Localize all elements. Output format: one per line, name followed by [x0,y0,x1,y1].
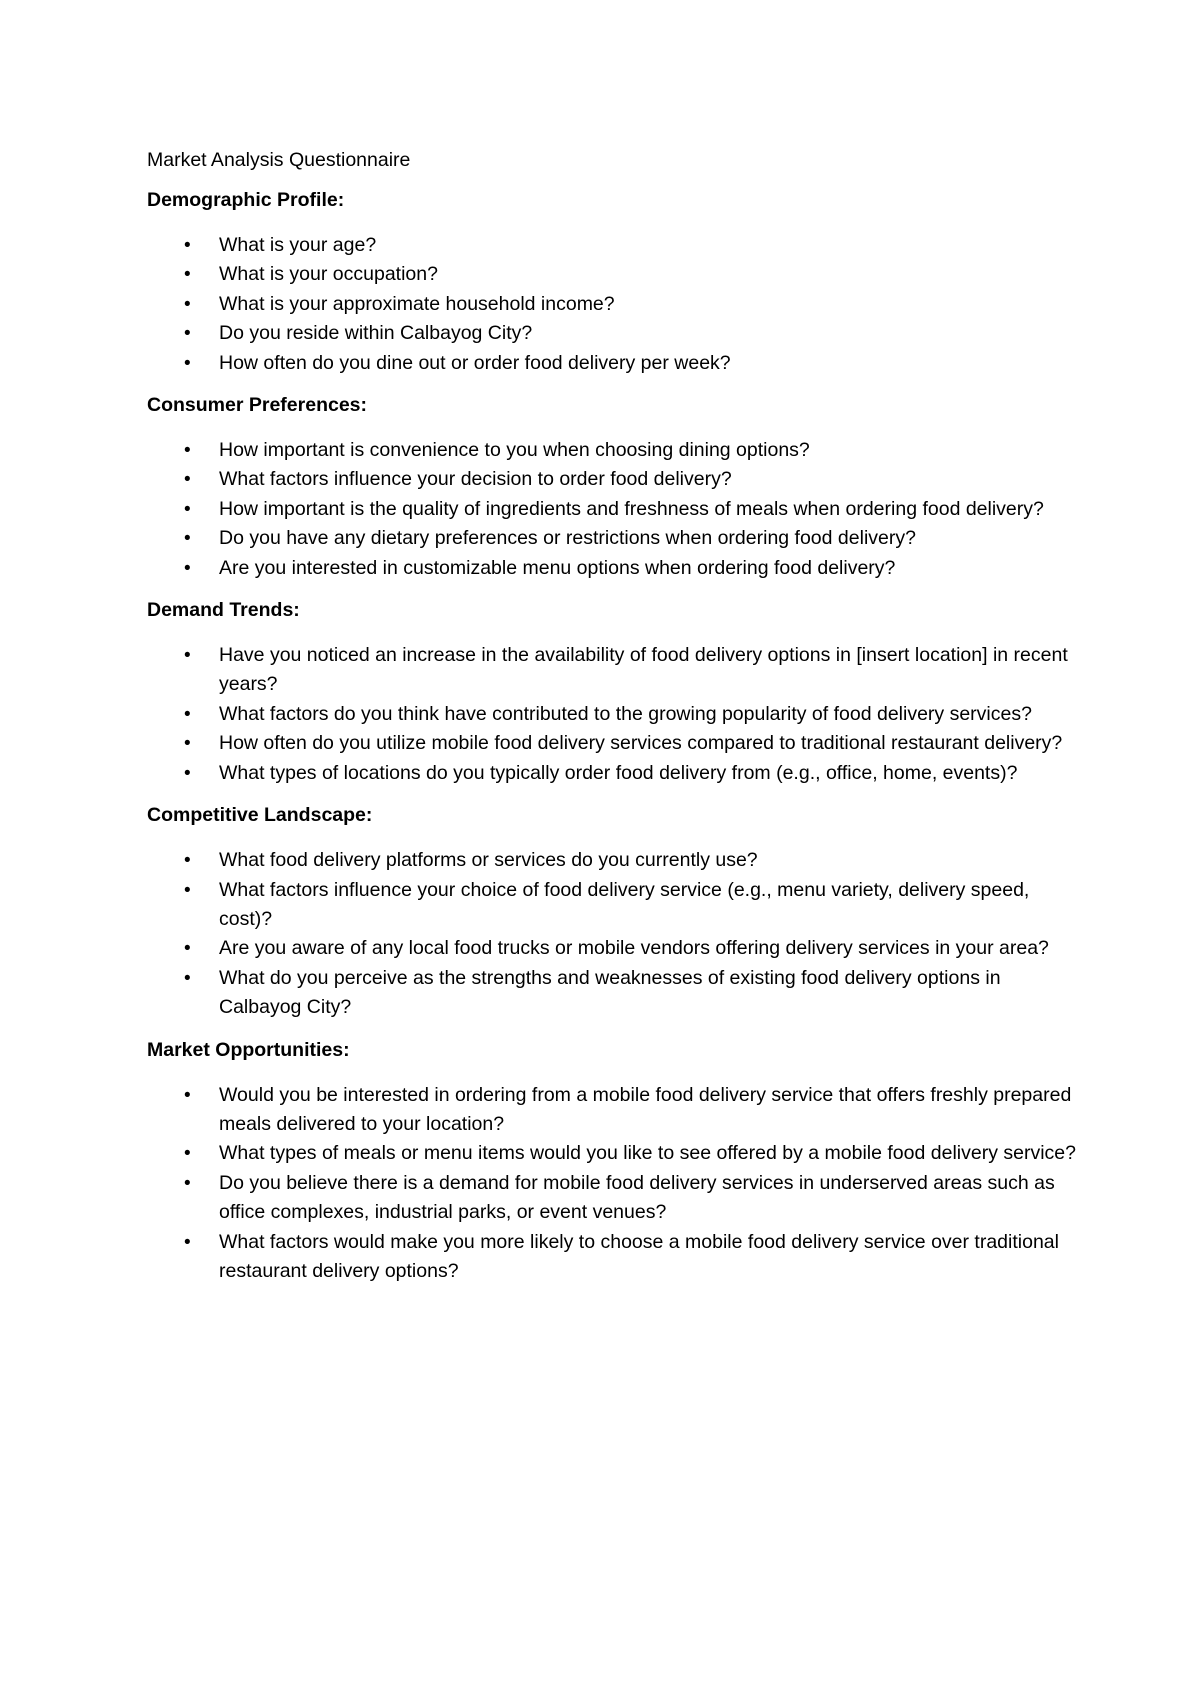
section-demographic-profile [147,186,1077,378]
question-item: • What is your occupation? [147,260,1077,289]
question-item: • What is your approximate household income? [147,290,1077,319]
question-item: • Are you aware of any local food trucks or mobile vendors offering delivery services in your area? [147,934,1077,963]
question-item: • Do you believe there is a demand for mobile food delivery services in underserved areas such as office complexes, industrial parks, or event venues? [147,1169,1077,1228]
question-item: • Would you be interested in ordering from a mobile food delivery service that offers freshly prepared meals delivered to your location? [147,1081,1077,1140]
question-item: • What factors influence your choice of food delivery service (e.g., menu variety, delivery speed, cost)? [147,876,1077,935]
question-list [147,436,1077,583]
question-item: • What types of meals or menu items would you like to see offered by a mobile food delivery service? [147,1139,1077,1168]
question-item: • How often do you dine out or order food delivery per week? [147,349,1077,378]
question-item: • How important is the quality of ingredients and freshness of meals when ordering food delivery? [147,495,1077,524]
question-item: • What factors influence your decision to order food delivery? [147,465,1077,494]
question-list [147,846,1077,1022]
section-consumer-preferences [147,391,1077,583]
section-market-opportunities [147,1036,1077,1287]
question-item: • What is your age? [147,231,1077,260]
section-competitive-landscape [147,801,1077,1022]
question-item: • What factors do you think have contributed to the growing popularity of food delivery services? [147,700,1077,729]
question-item: • Do you have any dietary preferences or restrictions when ordering food delivery? [147,524,1077,553]
section-heading: Demand Trends: [147,599,300,622]
section-heading: Consumer Preferences: [147,394,368,417]
document-title: Market Analysis Questionnaire [147,149,411,171]
document-body [147,146,1077,1299]
section-heading: Market Opportunities: [147,1038,350,1061]
question-list [147,231,1077,378]
section-heading: Competitive Landscape: [147,804,373,827]
question-item: • Are you interested in customizable menu options when ordering food delivery? [147,554,1077,583]
question-list [147,641,1077,788]
question-item: • What types of locations do you typically order food delivery from (e.g., office, home, events)? [147,759,1077,788]
section-demand-trends [147,596,1077,788]
question-list [147,1081,1077,1287]
section-heading: Demographic Profile: [147,189,345,211]
question-item: • What factors would make you more likely to choose a mobile food delivery service over traditional restaurant delivery options? [147,1228,1077,1287]
question-item: • How often do you utilize mobile food delivery services compared to traditional restaurant delivery? [147,729,1077,758]
question-item: • What do you perceive as the strengths and weaknesses of existing food delivery options in Calbayog City? [147,964,1077,1023]
question-item: • How important is convenience to you when choosing dining options? [147,436,1077,465]
question-item: • Have you noticed an increase in the availability of food delivery options in [insert location] in recent years? [147,641,1077,700]
question-item: • What food delivery platforms or services do you currently use? [147,846,1077,875]
question-item: • Do you reside within Calbayog City? [147,319,1077,348]
